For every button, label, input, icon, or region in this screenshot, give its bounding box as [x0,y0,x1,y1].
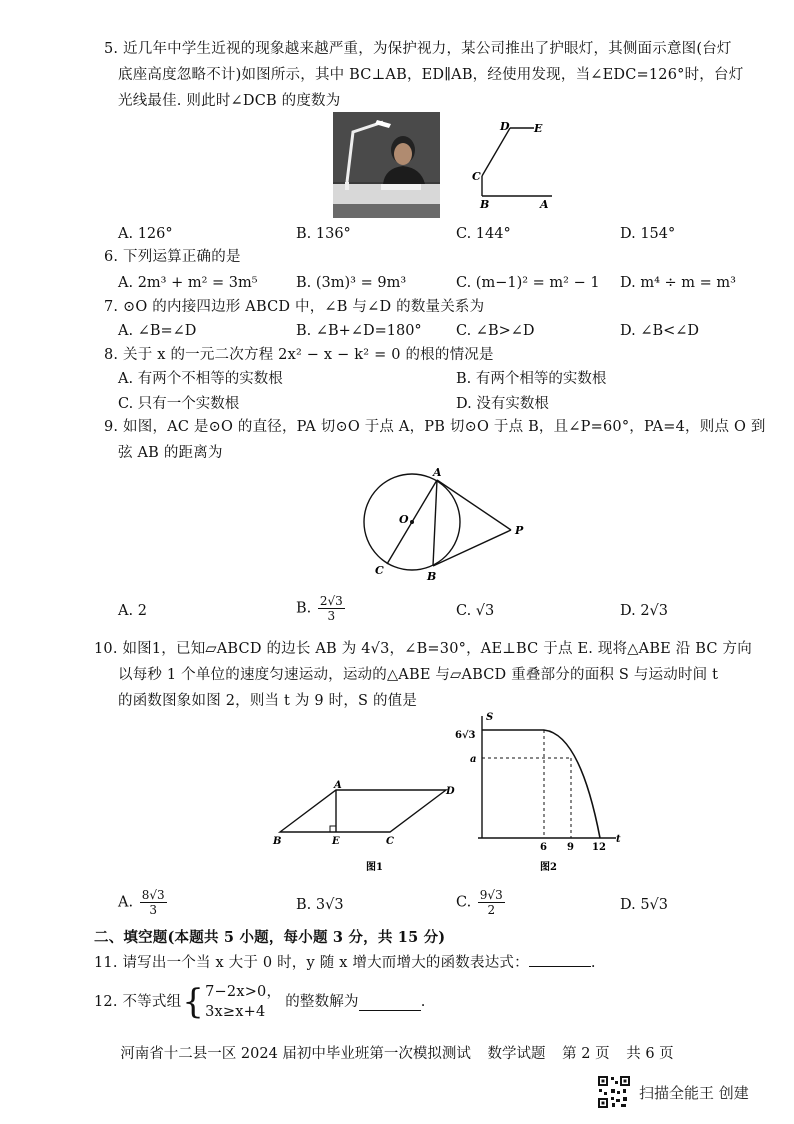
question-11 [94,950,754,976]
question-6 [104,244,764,270]
fig2-label-6: 6 [540,842,547,853]
q6-option-c: C. (m−1)² = m² − 1 [456,275,600,291]
q10-option-a-denominator: 3 [149,903,157,917]
q10-figure-2 [452,708,624,878]
q10-line-2: 以每秒 1 个单位的速度匀速运动，运动的△ABE 与▱ABCD 重叠部分的面积 S 与运动时间 t [118,667,719,683]
q5-label-E: E [534,122,543,135]
q6-option-a: A. 2m³ + m² = 3m⁵ [118,275,258,291]
q8-option-b: B. 有两个相等的实数根 [456,371,607,387]
lamp-photo [333,112,440,218]
q8-stem: 8. 关于 x 的一元二次方程 2x² − x − k² = 0 的根的情况是 [104,347,494,363]
q5-label-B: B [480,198,490,210]
fig1-caption: 图1 [366,862,383,873]
q8-option-d: D. 没有实数根 [456,396,549,412]
q10-option-c [456,888,507,917]
q10-figure-1 [268,780,468,876]
q9-option-a: A. 2 [118,603,147,619]
q11-answer-blank [529,950,591,967]
q12-system [205,982,281,1022]
question-9 [104,414,764,466]
q10-option-c-denominator: 2 [487,903,496,917]
fig2-caption: 图2 [540,862,557,873]
q9-label-P: P [515,524,524,537]
q11-text: 11. 请写出一个当 x 大于 0 时，y 随 x 增大而增大的函数表达式： [94,955,529,971]
q7-option-d: D. ∠B<∠D [620,323,700,339]
q10-option-c-label: C. [456,894,472,911]
q6-stem: 6. 下列运算正确的是 [104,249,241,265]
q5-option-c: C. 144° [456,226,511,242]
q5-line-3: 光线最佳. 则此时∠DCB 的度数为 [118,93,341,109]
q5-option-d: D. 154° [620,226,676,242]
q12-inequality-1: 7−2x>0， [205,984,282,1000]
q8-option-a: A. 有两个不相等的实数根 [118,371,283,387]
q10-option-d: D. 5√3 [620,897,669,913]
q12-answer-blank [359,994,421,1011]
q5-option-a: A. 126° [118,226,173,242]
q9-option-c: C. √3 [456,603,495,619]
q7-stem: 7. ⊙O 的内接四边形 ABCD 中，∠B 与∠D 的数量关系为 [104,299,485,315]
q5-figure [470,118,560,210]
q10-line-3: 的函数图象如图 2，则当 t 为 9 时，S 的值是 [118,693,418,709]
qr-code-icon [597,1075,631,1109]
q5-line-1: 5. 近几年中学生近视的现象越来越严重，为保护视力，某公司推出了护眼灯，其侧面示意图(台灯 [104,41,732,57]
q7-option-a: A. ∠B=∠D [118,323,197,339]
q9-label-C: C [375,564,384,577]
q9-option-b-denominator: 3 [327,609,336,623]
fig2-label-9: 9 [567,842,574,853]
q6-option-d: D. m⁴ ÷ m = m³ [620,275,736,291]
q9-label-A: A [433,466,442,479]
q11-end: . [590,955,596,971]
fig1-label-A: A [334,780,342,791]
footer-page: 第 2 页 [562,1046,610,1062]
scanner-label: 扫描全能王 创建 [639,1083,749,1102]
q5-label-A: A [540,198,549,210]
fig2-label-ymax: 6√3 [455,730,476,741]
q9-label-B: B [427,570,437,583]
q10-option-a-fraction [140,888,167,917]
fig1-label-D: D [446,786,455,797]
question-7 [104,294,764,320]
fig2-label-t: t [616,834,621,845]
q10-option-c-fraction [478,888,505,917]
q10-option-c-numerator: 9√3 [479,888,503,902]
q9-line-1: 9. 如图，AC 是⊙O 的直径，PA 切⊙O 于点 A，PB 切⊙O 于点 B，且∠P=60°，PA=4，则点 O 到 [104,419,766,435]
q12-inequality-2: 3x≥x+4 [205,1004,266,1020]
fig1-label-C: C [386,836,394,847]
q10-option-a-label: A. [118,894,134,911]
q9-option-d: D. 2√3 [620,603,669,619]
q5-line-2: 底座高度忽略不计)如图所示，其中 BC⊥AB，ED∥AB，经使用发现，当∠EDC=126°时，台灯 [118,67,744,83]
q9-option-b-label: B. [296,600,312,617]
q10-option-a-numerator: 8√3 [141,888,165,902]
q10-line-1: 10. 如图1，已知▱ABCD 的边长 AB 为 4√3，∠B=30°，AE⊥BC 于点 E. 现将△ABE 沿 BC 方向 [94,641,752,657]
section-2-title: 二、填空题(本题共 5 小题，每小题 3 分，共 15 分) [94,929,446,946]
q8-option-c: C. 只有一个实数根 [118,396,240,412]
question-5 [104,36,764,114]
q9-label-O: O [399,513,409,526]
scanner-watermark [597,1075,749,1109]
q10-option-b: B. 3√3 [296,897,344,913]
question-12 [94,982,754,1028]
q5-label-D: D [500,120,510,133]
fig1-label-B: B [273,836,282,847]
q5-option-b: B. 136° [296,226,351,242]
q12-prefix: 12. 不等式组 [94,994,182,1010]
fig2-label-a: a [470,754,477,765]
q10-option-a [118,888,169,917]
q5-label-C: C [472,170,481,183]
q6-option-b: B. (3m)³ = 9m³ [296,275,407,291]
footer-total: 共 6 页 [626,1046,674,1062]
q9-option-b-numerator: 2√3 [319,594,343,608]
q9-figure [355,466,535,586]
question-10 [94,636,754,714]
question-8 [104,342,764,368]
q12-suffix: 的整数解为 [285,994,359,1010]
fig2-label-12: 12 [592,842,606,853]
q9-line-2: 弦 AB 的距离为 [118,445,223,461]
q7-option-c: C. ∠B>∠D [456,323,535,339]
fig2-label-S: S [486,712,494,723]
q9-option-b-fraction [318,594,345,623]
q9-option-b [296,594,347,623]
q12-end: . [420,994,426,1010]
fig1-label-E: E [332,836,340,847]
footer-title: 河南省十二县一区 2024 届初中毕业班第一次模拟测试 [120,1046,471,1062]
q7-option-b: B. ∠B+∠D=180° [296,323,422,339]
footer-subject: 数学试题 [487,1046,546,1062]
brace-symbol: { [182,982,205,1022]
page-footer [0,1042,794,1063]
